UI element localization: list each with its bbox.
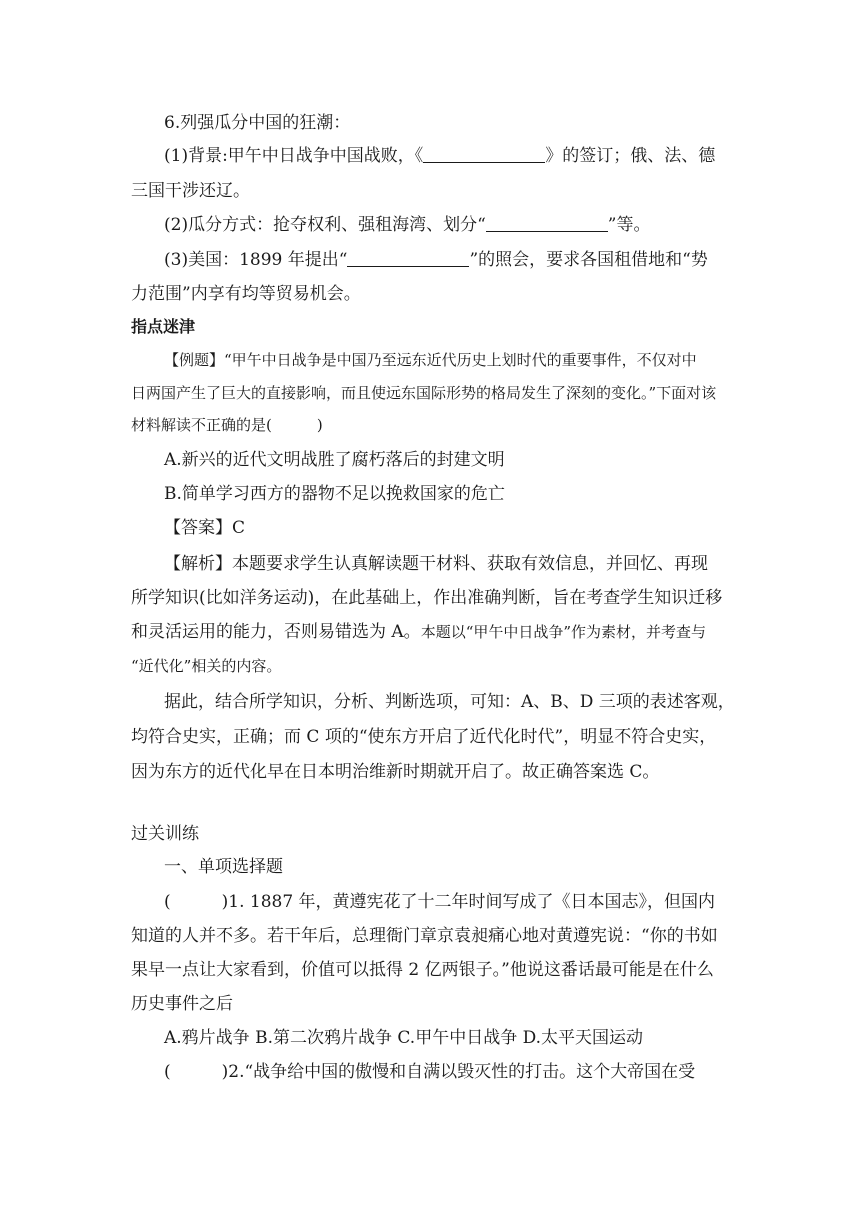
- section6-item1-line1: [164, 144, 764, 168]
- blank-policy[interactable]: [347, 250, 469, 267]
- question1-options: A.鸦片战争 B.第二次鸦片战争 C.甲午中日战争 D.太平天国运动: [164, 1028, 644, 1048]
- section6-item3-line2: 力范围”内享有均等贸易机会。: [131, 284, 361, 304]
- section6-item2: [164, 213, 764, 237]
- answer: 【答案】C: [164, 518, 246, 538]
- section6-item1-line2: 三国干涉还辽。: [131, 181, 250, 201]
- analysis-line3: [131, 620, 731, 644]
- conclusion-line1: 据此，结合所学知识，分析、判断选项，可知：A、B、D 三项的表述客观，: [164, 692, 735, 712]
- option-a: A.新兴的近代文明战胜了腐朽落后的封建文明: [164, 450, 505, 470]
- blank-sphere[interactable]: [486, 215, 608, 232]
- example-line1: 【例题】“甲午中日战争是中国乃至远东近代历史上划时代的重要事件，不仅对中: [164, 351, 697, 369]
- analysis-line3-b: 本题以“甲午中日战争”作为素材，并考查与: [420, 623, 707, 641]
- example-line3: 材料解读不正确的是( ): [131, 416, 323, 434]
- analysis-line2: 所学知识(比如洋务运动)，在此基础上，作出准确判断，旨在考查学生知识迁移: [131, 588, 723, 608]
- training-heading: 过关训练: [131, 824, 199, 844]
- section6-item3-line1: [164, 248, 764, 272]
- guide-heading: 指点迷津: [131, 317, 196, 336]
- question1-line2: 知道的人并不多。若干年后，总理衙门章京袁昶痛心地对黄遵宪说：“你的书如: [131, 926, 718, 946]
- analysis-line1: 【解析】本题要求学生认真解读题干材料、获取有效信息，并回忆、再现: [164, 554, 708, 574]
- item2-text-b: ”等。: [607, 215, 651, 235]
- question1-line4: 历史事件之后: [131, 994, 233, 1014]
- analysis-line4: “近代化”相关的内容。: [131, 657, 282, 675]
- item2-text-a: (2)瓜分方式：抢夺权利、强租海湾、划分“: [164, 215, 486, 235]
- item1-text-b: 》的签订；俄、法、德: [545, 146, 716, 166]
- training-subheading: 一、单项选择题: [164, 857, 283, 877]
- section6-title: 6.列强瓜分中国的狂潮：: [164, 113, 351, 133]
- example-line2: 日两国产生了巨大的直接影响，而且使远东国际形势的格局发生了深刻的变化。”下面对该: [131, 384, 717, 402]
- analysis-line3-a: 和灵活运用的能力，否则易错选为 A。: [131, 622, 421, 642]
- item3-text-b: ”的照会，要求各国租借地和“势: [469, 250, 708, 270]
- question2-line1: ( )2.“战争给中国的傲慢和自满以毁灭性的打击。这个大帝国在受: [164, 1062, 696, 1082]
- option-b: B.简单学习西方的器物不足以挽救国家的危亡: [164, 484, 505, 504]
- item3-text-a: (3)美国：1899 年提出“: [164, 250, 348, 270]
- conclusion-line3: 因为东方的近代化早在日本明治维新时期就开启了。故正确答案选 C。: [131, 762, 660, 782]
- item1-text-a: (1)背景:甲午中日战争中国战败，《: [164, 146, 424, 166]
- question1-line3: 果早一点让大家看到，价值可以抵得 2 亿两银子。”他说这番话最可能是在什么: [131, 960, 714, 980]
- blank-treaty[interactable]: [423, 146, 545, 163]
- conclusion-line2: 均符合史实，正确；而 C 项的“使东方开启了近代化时代”，明显不符合史实，: [131, 727, 717, 747]
- question1-line1: ( )1. 1887 年，黄遵宪花了十二年时间写成了《日本国志》，但国内: [164, 892, 716, 912]
